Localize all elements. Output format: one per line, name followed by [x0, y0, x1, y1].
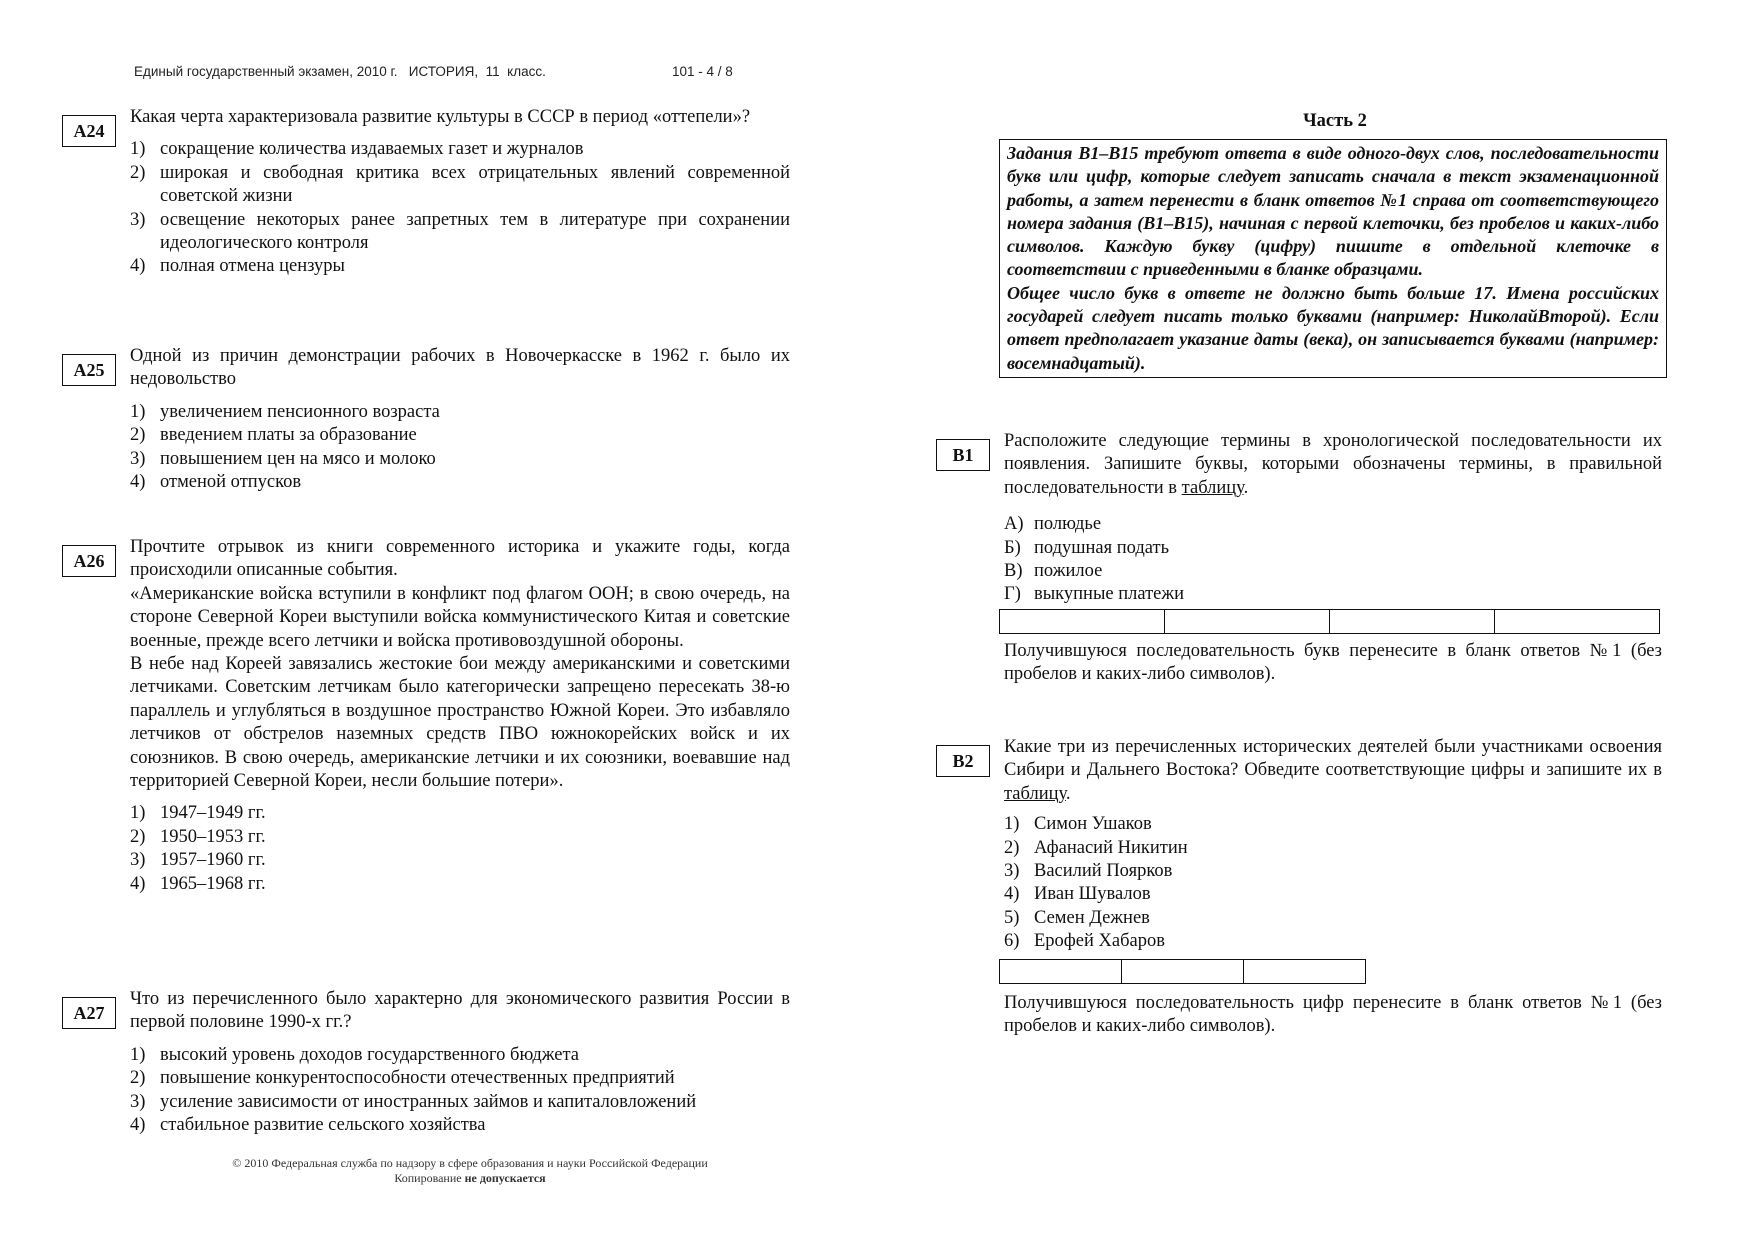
option-text: введением платы за образование	[160, 425, 417, 446]
option-text: увеличением пенсионного возраста	[160, 401, 440, 422]
answer-option	[130, 849, 790, 872]
option-number: 5)	[1004, 907, 1020, 928]
option-number: 1)	[130, 1044, 146, 1065]
option-number: 2)	[130, 425, 146, 446]
answer-option	[130, 1044, 790, 1067]
answer-option	[130, 1067, 790, 1090]
question-text: Прочтите отрывок из книги современного историка и укажите годы, когда происходили описанные события.	[130, 537, 790, 581]
question-text: Какая черта характеризовала развитие культуры в СССР в период «оттепели»?	[130, 107, 751, 127]
option-text: сокращение количества издаваемых газет и журналов	[160, 139, 584, 160]
answer-option	[1004, 860, 1662, 883]
transfer-note: Получившуюся последовательность букв перенесите в бланк ответов №1 (без пробелов и каких-либо символов).	[1004, 641, 1662, 685]
answer-option	[1004, 907, 1662, 930]
option-text: Василий Поярков	[1034, 861, 1173, 882]
answer-option	[1004, 930, 1662, 953]
answer-option	[1004, 583, 1662, 606]
task-a27	[73, 988, 790, 1137]
option-text: отменой отпусков	[160, 472, 302, 493]
option-text: 1950–1953 гг.	[160, 826, 266, 847]
option-letter: Г)	[1004, 584, 1021, 605]
option-number: 3)	[1004, 861, 1020, 882]
question-text-part: .	[1243, 477, 1249, 498]
option-number: 1)	[130, 803, 146, 824]
question-text	[1004, 430, 1662, 500]
passage-paragraph: В небе над Кореей завязались жестокие бои между американскими и советскими летчиками. Советским летчикам было категорически запрещено пересекать 38-ю параллель и углубляться в воздушное пространство Южной Кореи. Это избавляло летчиков от обстрелов наземных средств ПВО южнокорейских войск и их союзников. В свою очередь, американские летчики и их союзники, воевавшие над территорией Северной Кореи, несли большие потери».	[130, 654, 790, 792]
question-text: Что из перечисленного было характерно для экономического развития России в первой половине 1990-х гг.?	[130, 989, 790, 1033]
table-link: таблицу	[1004, 783, 1066, 804]
answer-table-b2	[999, 959, 1366, 984]
task-label: А27	[62, 997, 116, 1029]
copy-notice	[170, 1171, 770, 1186]
instructions-paragraph: Задания В1–В15 требуют ответа в виде одного-двух слов, последовательности букв или цифр, которые следует записать сначала в текст экзаменационной работы, а затем перенести в бланк ответов №1 справа от соответствующего номера задания (В1–В15), начиная с первой клеточки, без пробелов и каких-либо символов. Каждую букву (цифру) пишите в отдельной клеточке в соответствии с приведенными в бланке образцами.	[1007, 143, 1659, 280]
table-link: таблицу	[1181, 477, 1244, 498]
answer-option	[1004, 837, 1662, 860]
task-a24	[73, 106, 790, 279]
option-text: Иван Шувалов	[1034, 884, 1151, 905]
answer-option	[1004, 883, 1662, 906]
passage-paragraph: «Американские войска вступили в конфликт под флагом ООН; в свою очередь, на стороне Северной Кореи выступили войска коммунистического Китая и советские военные, прежде всего летчики и войска противовоздушной обороны.	[130, 583, 790, 651]
question-text-part: .	[1065, 783, 1071, 804]
option-number: 4)	[130, 1115, 146, 1136]
answer-option	[130, 424, 790, 447]
task-label: В1	[936, 439, 990, 471]
page-number: 101 - 4 / 8	[672, 64, 733, 79]
answer-option	[130, 802, 790, 825]
task-label: В2	[936, 745, 990, 777]
option-text: повышение конкурентоспособности отечественных предприятий	[160, 1068, 675, 1089]
answer-option	[130, 1114, 790, 1137]
answer-option	[130, 209, 790, 256]
option-number: 4)	[130, 472, 146, 493]
option-number: 6)	[1004, 931, 1020, 952]
option-text: полная отмена цензуры	[160, 256, 345, 277]
answer-option	[130, 448, 790, 471]
task-a25	[73, 345, 790, 494]
answer-option	[130, 873, 790, 896]
option-text: освещение некоторых ранее запретных тем в литературе при сохранении идеологического контроля	[160, 209, 790, 254]
copy-notice-text: Копирование	[394, 1171, 465, 1185]
option-number: 1)	[1004, 814, 1020, 835]
answer-cell[interactable]	[1000, 960, 1122, 983]
answer-table-b1	[999, 609, 1660, 634]
question-text-part: Какие три из перечисленных исторических деятелей были участниками освоения Сибири и Дальнего Востока? Обведите соответствующие цифры и запишите их в	[1004, 737, 1662, 781]
task-label: А25	[62, 354, 116, 386]
answer-cell[interactable]	[1244, 960, 1365, 983]
answer-cell[interactable]	[1000, 610, 1165, 633]
question-text: Одной из причин демонстрации рабочих в Новочеркасске в 1962 г. было их недовольство	[130, 346, 790, 390]
option-text: выкупные платежи	[1034, 584, 1185, 605]
option-text: Афанасий Никитин	[1034, 837, 1188, 858]
option-number: 1)	[130, 139, 146, 160]
option-number: 3)	[130, 1091, 146, 1112]
option-text: усиление зависимости от иностранных займов и капиталовложений	[160, 1091, 697, 1112]
copy-notice-bold: не допускается	[464, 1171, 546, 1185]
option-number: 4)	[130, 256, 146, 277]
option-letter: Б)	[1004, 537, 1021, 558]
part-title: Часть 2	[1303, 111, 1367, 131]
task-label: А26	[62, 545, 116, 577]
answer-cell[interactable]	[1122, 960, 1244, 983]
option-text: Симон Ушаков	[1034, 814, 1152, 835]
option-text: Семен Дежнев	[1034, 907, 1150, 928]
page-footer	[170, 1156, 770, 1186]
option-text: стабильное развитие сельского хозяйства	[160, 1115, 486, 1136]
question-text	[1004, 736, 1662, 806]
option-text: 1947–1949 гг.	[160, 803, 266, 824]
instructions-paragraph: Общее число букв в ответе не должно быть больше 17. Имена российских государей следует писать только буквами (например: НиколайВторой). Если ответ предполагает указание даты (века), он записывается буквами (например: восемнадцатый).	[1007, 282, 1659, 373]
answer-option	[1004, 813, 1662, 836]
answer-option	[130, 162, 790, 209]
part2-instructions	[999, 139, 1667, 378]
option-number: 2)	[1004, 837, 1020, 858]
option-number: 3)	[130, 448, 146, 469]
option-number: 1)	[130, 401, 146, 422]
option-text: высокий уровень доходов государственного бюджета	[160, 1044, 580, 1065]
option-text: подушная подать	[1034, 537, 1170, 558]
task-b1	[952, 430, 1662, 607]
option-text: повышением цен на мясо и молоко	[160, 448, 436, 469]
option-text: Ерофей Хабаров	[1034, 931, 1165, 952]
answer-option	[1004, 537, 1662, 560]
option-number: 4)	[130, 873, 146, 894]
task-b2	[952, 736, 1662, 954]
answer-option	[130, 1091, 790, 1114]
option-text: широкая и свободная критика всех отрицательных явлений современной советской жизни	[160, 162, 790, 207]
answer-option	[130, 401, 790, 424]
option-text: 1965–1968 гг.	[160, 873, 266, 894]
answer-cell[interactable]	[1495, 610, 1659, 633]
answer-option	[1004, 513, 1662, 536]
option-number: 2)	[130, 826, 146, 847]
header-title: Единый государственный экзамен, 2010 г. ИСТОРИЯ, 11 класс.	[134, 64, 546, 79]
option-letter: А)	[1004, 514, 1024, 535]
answer-cell[interactable]	[1330, 610, 1495, 633]
option-number: 3)	[130, 209, 146, 230]
answer-option	[130, 255, 790, 278]
task-label: А24	[62, 115, 116, 147]
page-header	[134, 60, 733, 83]
copyright: © 2010 Федеральная служба по надзору в сфере образования и науки Российской Федерации	[232, 1156, 708, 1170]
answer-option	[1004, 560, 1662, 583]
transfer-note: Получившуюся последовательность цифр перенесите в бланк ответов №1 (без пробелов и каких-либо символов).	[1004, 993, 1662, 1037]
option-text: полюдье	[1034, 514, 1102, 535]
option-text: 1957–1960 гг.	[160, 850, 266, 871]
answer-option	[130, 138, 790, 161]
option-number: 2)	[130, 162, 146, 183]
answer-cell[interactable]	[1165, 610, 1330, 633]
task-a26	[73, 536, 790, 896]
option-number: 4)	[1004, 884, 1020, 905]
answer-option	[130, 471, 790, 494]
option-number: 2)	[130, 1068, 146, 1089]
option-letter: В)	[1004, 561, 1023, 582]
question-text-part: Расположите следующие термины в хронологической последовательности их появления. Запишите буквы, которыми обозначены термины, в правильной последовательности в	[1004, 431, 1662, 498]
option-text: пожилое	[1034, 561, 1103, 582]
option-number: 3)	[130, 850, 146, 871]
answer-option	[130, 826, 790, 849]
